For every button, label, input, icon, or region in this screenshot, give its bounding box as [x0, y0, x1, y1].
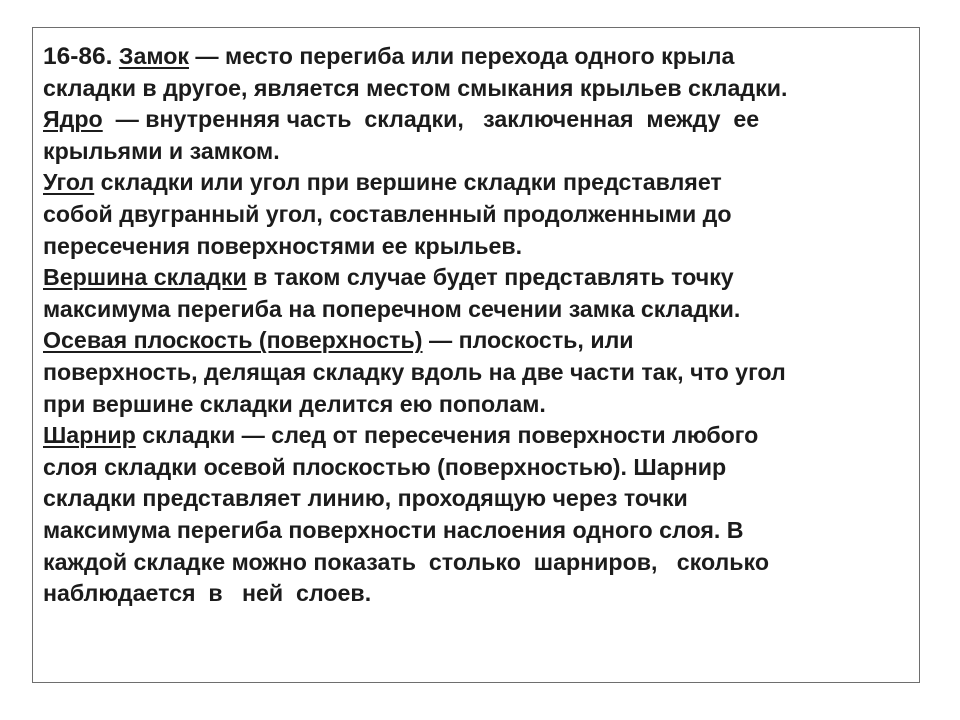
text-line: [43, 420, 913, 452]
term-ugol: Угол: [43, 169, 95, 196]
text-line: [43, 167, 913, 199]
line-text: — внутренняя часть складки, заключенная между ее: [102, 106, 760, 133]
line-text: складки представляет линию, проходящую через точки: [43, 485, 688, 512]
slide-code: 16-86.: [43, 43, 113, 70]
text-line: [43, 136, 913, 168]
line-text: наблюдается в ней слоев.: [43, 580, 372, 607]
text-line: [43, 357, 913, 389]
text-line: [43, 578, 913, 610]
line-text: складки — след от пересечения поверхности любого: [135, 422, 759, 449]
text-line: [43, 199, 913, 231]
line-text: складки в другое, является местом смыкания крыльев складки.: [43, 74, 788, 101]
text-line: [43, 483, 913, 515]
line-text: складки или угол при вершине складки представляет: [94, 169, 722, 196]
term-yadro: Ядро: [43, 106, 103, 133]
line-text: пересечения поверхностями ее крыльев.: [43, 232, 523, 259]
term-sharnir: Шарнир: [43, 422, 136, 449]
text-line: [43, 231, 913, 263]
text-line: [43, 452, 913, 484]
text-line: [43, 73, 913, 105]
term-osevaya-ploskost: Осевая плоскость (поверхность): [43, 327, 423, 354]
text-line: [43, 294, 913, 326]
text-line: [43, 262, 913, 294]
text-line: [43, 41, 913, 73]
line-text: — плоскость, или: [422, 327, 634, 354]
line-text: максимума перегиба поверхности наслоения одного слоя. В: [43, 516, 744, 543]
text-line: [43, 389, 913, 421]
term-vershina: Вершина складки: [43, 264, 247, 291]
term-zamok: Замок: [118, 43, 189, 69]
text-line: [43, 325, 913, 357]
line-text: каждой складке можно показать столько шарниров, сколько: [43, 548, 770, 575]
line-text: собой двугранный угол, составленный продолженными до: [43, 200, 732, 227]
line-text: крыльями и замком.: [43, 137, 280, 164]
text-line: [43, 104, 913, 136]
line-text: — место перегиба или перехода одного крыла: [188, 43, 735, 69]
text-line: [43, 515, 913, 547]
line-text: поверхность, делящая складку вдоль на две части так, что угол: [43, 358, 786, 385]
line-text: при вершине складки делится ею пополам.: [43, 390, 546, 417]
line-text: в таком случае будет представлять точку: [246, 264, 734, 291]
text-line: [43, 547, 913, 579]
line-text: максимума перегиба на поперечном сечении замка складки.: [43, 295, 741, 322]
line-text: слоя складки осевой плоскостью (поверхностью). Шарнир: [43, 453, 727, 480]
slide-text-body: [43, 41, 913, 610]
